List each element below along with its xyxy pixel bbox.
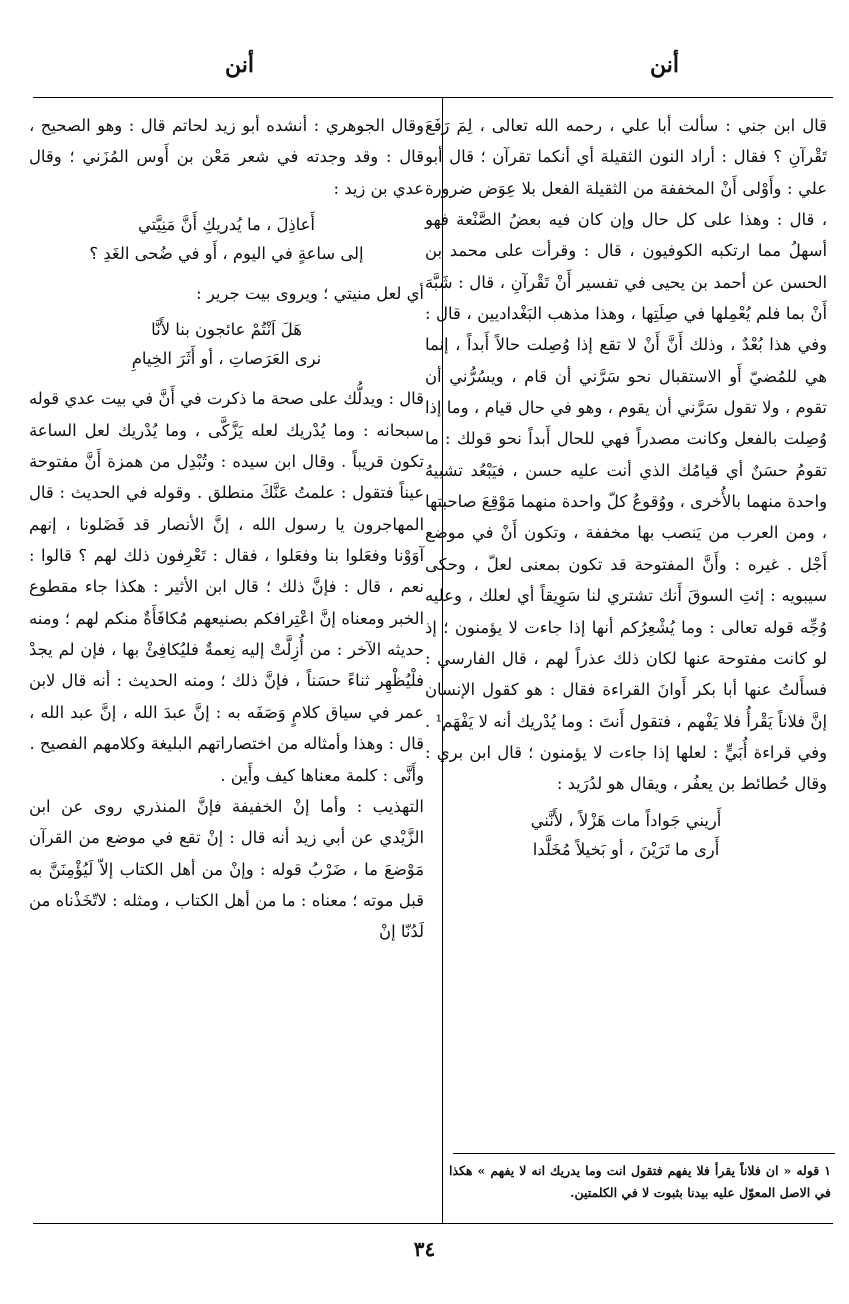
footnote: ١ قوله « ان فلاناً يقرأ فلا يفهم فتقول انت وما يدريك انه لا يفهم » هكذا في الاصل المعوّل عليه بيدنا بثبوت لا في الكلمتين. bbox=[449, 1163, 831, 1200]
left-column bbox=[29, 110, 424, 948]
verse-line: أَعاذِلَ ، ما يُدريكِ أَنَّ مَنِيَّتي bbox=[138, 215, 315, 235]
verse-line: أَريني جَواداً مات هَزْلاً ، لأَنَّني bbox=[530, 810, 722, 830]
bottom-rule bbox=[33, 1223, 833, 1224]
verse-couplet bbox=[29, 210, 424, 268]
left-column-paragraph: وقال الجوهري : أنشده أبو زيد لحاتم قال : وهو الصحيح ، قال : وقد وجدته في شعر مَعْن بن أَوس المُزَني ؛ وقال عدي بن زيد : bbox=[29, 116, 424, 198]
left-column-paragraph: وأَنَّى : كلمة معناها كيف وأَين . bbox=[220, 765, 424, 785]
right-column-paragraph: قال ابن جني : سألت أبا علي ، رحمه الله تعالى ، لِمَ رَفَعَ تَقْرآنِ ؟ فقال : أراد النون الثقيلة أي أنكما تقرآن ؛ قال أبو علي : وأَوْلى أَنْ المخففة من الثقيلة الفعل بلا عِوَض ضرورة ، قال : وهذا على كل حال وإن كان فيه بعضُ الصَّنْعة فهو أسهلُ مما ارتكبه الكوفيون ، قال : وقرأت على محمد بن الحسن عن أحمد بن يحيى في تفسير أَنْ تَقْرآنِ ، قال : شَبَّهَ أَنْ بما فلم يُعْمِلها في صِلَتِها ، وهذا مذهب البَغْداديين ، قال : وفي هذا بُعْدٌ ، وذلك أَنَّ أَنْ لا تقع إذا وُصِلت حالاً أَبداً ، إنما هي للمُضيّ أَو الاستقبال نحو سَرَّني أن قام ، ويسُرُّني أن تقوم ، ولا تقول سَرَّني أن يقوم ، وهو في حال قيام ، وما إذا وُصِلت بالفعل وكانت مصدراً فهي للحال أَبداً نحو قولك : ما تقومُ حسَنٌ أي قيامُك الذي أنت عليه حسن ، فيَبْعُد تشبيهُ واحدة منهما بالأُخرى ، ووُقوعُ كلّ واحدة منهما مَوْقِعَ صاحبتها ، ومن العرب من يَنصب بها مخففة ، وتكون أَنْ في موضع أَجْل . غيره : وأَنَّ المفتوحة قد تكون بمعنى لعلّ ، وحكى سيبويه : إئتِ السوقَ أَنك تشتري لنا سَوِيقاً أي لعلك ، وعليه وُجِّه قوله تعالى : وما يُشْعِرُكم أنها إذا جاءت لا يؤمنون ؛ إذ لو كانت مفتوحة عنها لكان ذلك عذراً لهم ، قال الفارسي : فسأَلتُ عنها أبا بكر أَوانَ القراءة فقال : هو كقول الإنسان إنَّ فلاناً يَقْرأُ فلا يَفْهم ، فتقول أَنتَ : وما يُدْريك أنه لا يَفْهَم¹ . وفي قراءة أُبَيٍّ : لعلها إذا جاءت لا يؤمنون ؛ قال ابن بري : وقال حُطائط بن يعفُر ، ويقال هو لدُرَيد : bbox=[425, 116, 828, 794]
left-column-paragraph: التهذيب : وأما إنْ الخفيفة فإنَّ المنذري روى عن ابن الزَّيْدي عن أبي زيد أنه قال : إنْ تقع في موضع من القرآن مَوْضعَ ما ، ضَرْبُ قوله : وإنْ من أهل الكتاب إلاّ لَيُؤْمِنَنَّ به قبل موته ؛ معناه : ما من أهل الكتاب ، ومثله : لاتّخَذْناه من لَدُنّا إنْ bbox=[29, 796, 424, 942]
footnote-rule bbox=[453, 1153, 835, 1154]
verse-line: هَلَ اَنْتُمْ عائجون بنا لأَنَّا bbox=[151, 320, 302, 340]
left-column-paragraph: أي لعل منيتي ؛ ويروى بيت جرير : bbox=[196, 284, 424, 304]
headword-right: أنن bbox=[650, 52, 679, 78]
headword-left: أنن bbox=[225, 52, 254, 78]
verse-couplet bbox=[425, 806, 827, 864]
verse-line: أَرى ما تَرَيْنَ ، أو بَخيلاً مُخَلَّدا bbox=[532, 839, 720, 859]
verse-line: نرى العَرَصاتِ ، أو أَثَرَ الخِيامِ bbox=[131, 349, 322, 369]
left-column-paragraph: قال : ويدلُّك على صحة ما ذكرت في أَنَّ في بيت عدي قوله سبحانه : وما يُدْريك لعله يَزَّكَّى ، وما يُدْريك لعل الساعة تكون قريباً . وقال ابن سيده : وتُبْدِل من همزة أَنَّ مفتوحة عيناً فتقول : علمتُ عَنَّكَ منطلق . وقوله في الحديث : قال المهاجرون يا رسول الله ، إنَّ الأنصار قد فَضَلونا ، إنهم آوَوْنا وفعَلوا بنا وفعَلوا ، فقال : تَعْرِفون ذلك لهم ؟ قالوا : نعم ، قال : فإنَّ ذلك ؛ قال ابن الأثير : هكذا جاء مقطوع الخبر ومعناه إنَّ اعْتِرافكم بصنيعهم مُكافَأَةٌ منكم لهم ؛ ومنه حديثه الآخر : من أُزِلَّتْ إليه نِعمةٌ فليُكافِئْ بها ، فإن لم يجدْ فلْيُظْهِر ثناءً حسَناً ، فإنَّ ذلك ؛ ومنه الحديث : أنه قال لابن عمر في سياق كلامٍ وَصَفَه به : إنَّ عبدَ الله ، إنَّ عبد الله ، قال : وهذا وأمثاله من اختصاراتهم البليغة وكلامهم الفصيح . bbox=[29, 389, 424, 754]
right-column bbox=[425, 110, 827, 874]
verse-line: إلى ساعةٍ في اليوم ، أَو في ضُحى الغَدِ ؟ bbox=[89, 244, 364, 264]
top-rule bbox=[33, 97, 833, 98]
page-number: ٣٤ bbox=[413, 1237, 436, 1261]
verse-couplet bbox=[29, 315, 424, 373]
